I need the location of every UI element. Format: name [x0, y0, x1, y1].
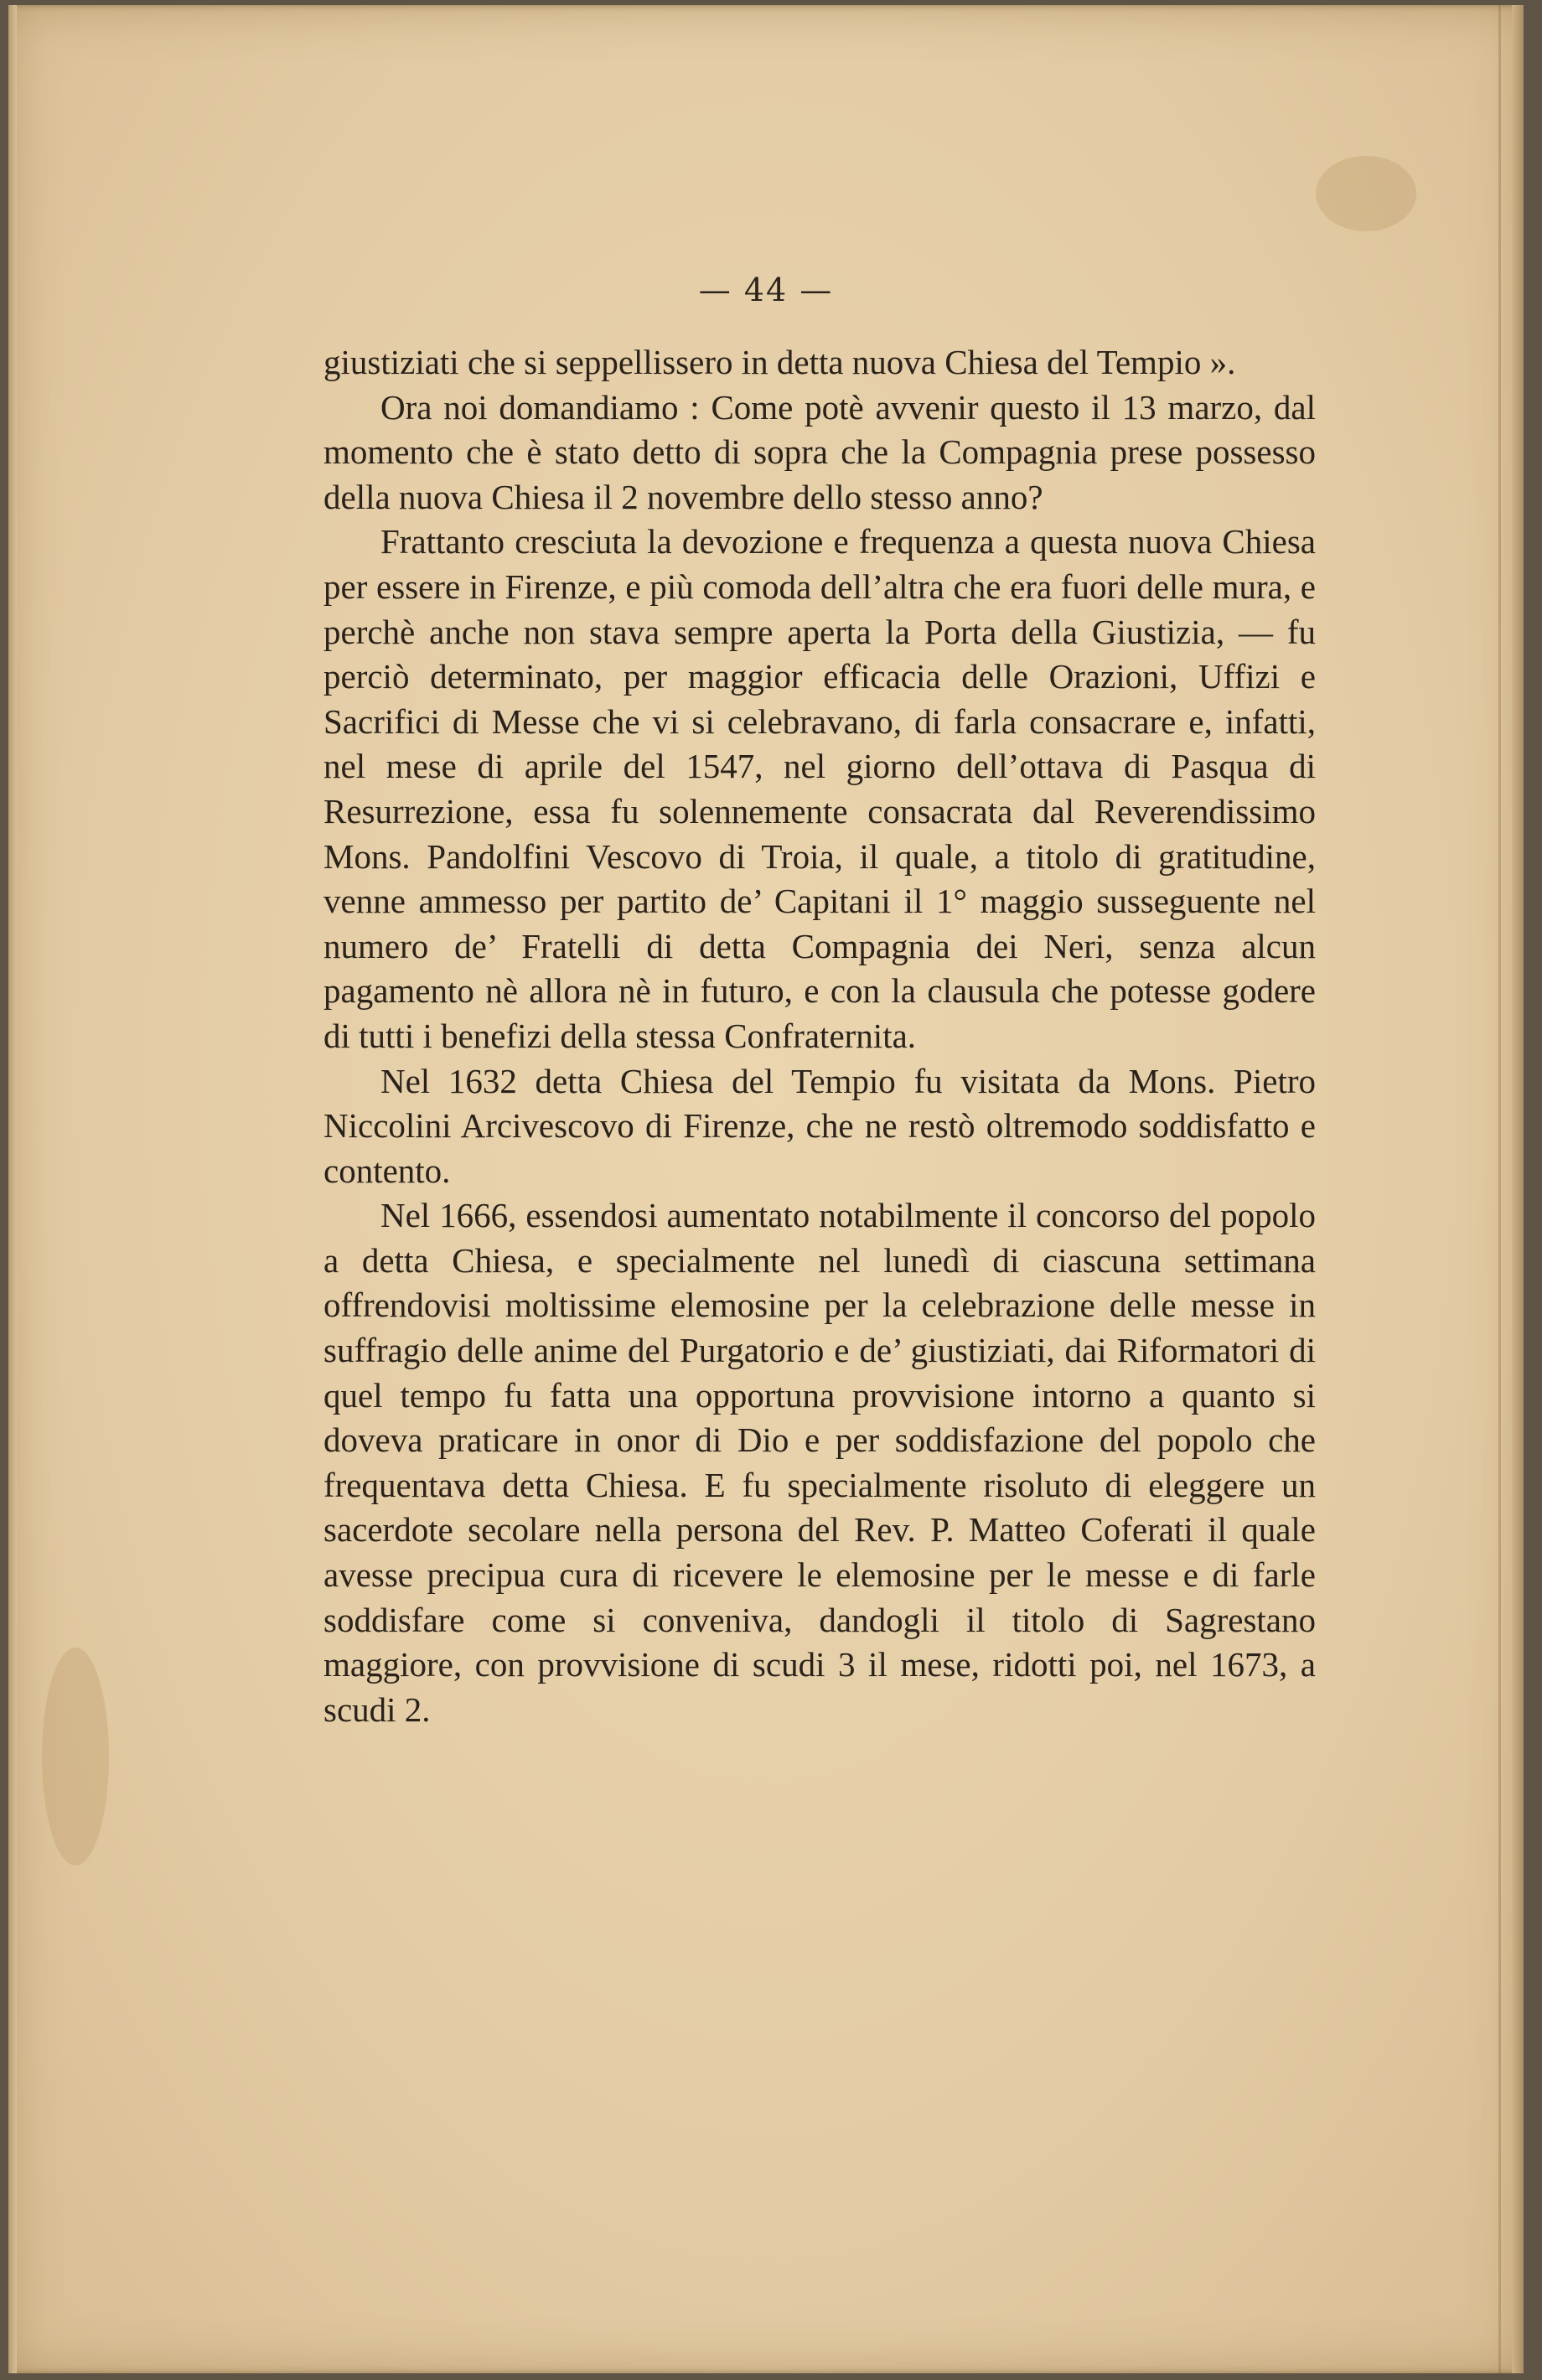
page-number: — 44 —	[698, 272, 834, 308]
page-left-edge	[8, 5, 17, 2373]
book-page	[8, 5, 1524, 2373]
paragraph: Nel 1666, essendosi aumentato notabilmente il concorso del popolo a detta Chiesa, e specialmente nel lunedì di ciascuna settimana offrendovisi moltissime elemosine per la celebrazione delle messe in suffragio delle anime del Purgatorio e de’ giustiziati, dai Riformatori di quel tempo fu fatta una opportuna provvisione intorno a quanto si doveva praticare in onor di Dio e per soddisfazione del popolo che frequentava detta Chiesa. E fu specialmente risoluto di eleggere un sacerdote secolare nella persona del Rev. P. Matteo Coferati il quale avesse precipua cura di ricevere le elemosine per le messe e di farle soddisfare come si conveniva, dandogli il titolo di Sagrestano maggiore, con provvisione di scudi 3 il mese, ridotti poi, nel 1673, a scudi 2.	[323, 1196, 1316, 1729]
paper-stain	[42, 1648, 109, 1865]
paragraph-continuation: giustiziati che si seppellissero in detta nuova Chiesa del Tempio ».	[323, 343, 1236, 381]
page-fold-line	[1498, 5, 1501, 2373]
paragraph: Frattanto cresciuta la devozione e frequenza a questa nuova Chiesa per essere in Firenze, e più comoda dell’altra che era fuori delle mura, e perchè anche non stava sempre aperta la Porta della Giustizia, — fu perciò determinato, per maggior efficacia delle Orazioni, Uffizi e Sacrifici di Messe che vi si celebravano, di farla consacrare e, infatti, nel mese di aprile del 1547, nel giorno dell’ottava di Pasqua di Resurrezione, essa fu solennemente consacrata dal Reverendissimo Mons. Pandolfini Vescovo di Troia, il quale, a titolo di gratitudine, venne ammesso per partito de’ Capitani il 1° maggio susseguente nel numero de’ Fratelli di detta Compagnia dei Neri, senza alcun pagamento nè allora nè in futuro, e con la clausula che potesse godere di tutti i benefizi della stessa Confraternita.	[323, 522, 1316, 1055]
paper-stain	[1316, 156, 1416, 231]
body-text	[323, 340, 1316, 1732]
paragraph: Nel 1632 detta Chiesa del Tempio fu visitata da Mons. Pietro Niccolini Arcivescovo di Firenze, che ne restò oltremodo soddisfatto e contento.	[323, 1061, 1316, 1190]
paragraph: Ora noi domandiamo : Come potè avvenir questo il 13 marzo, dal momento che è stato detto di sopra che la Compagnia prese possesso della nuova Chiesa il 2 novembre dello stesso anno?	[323, 387, 1316, 516]
page-right-edge	[1512, 5, 1524, 2373]
